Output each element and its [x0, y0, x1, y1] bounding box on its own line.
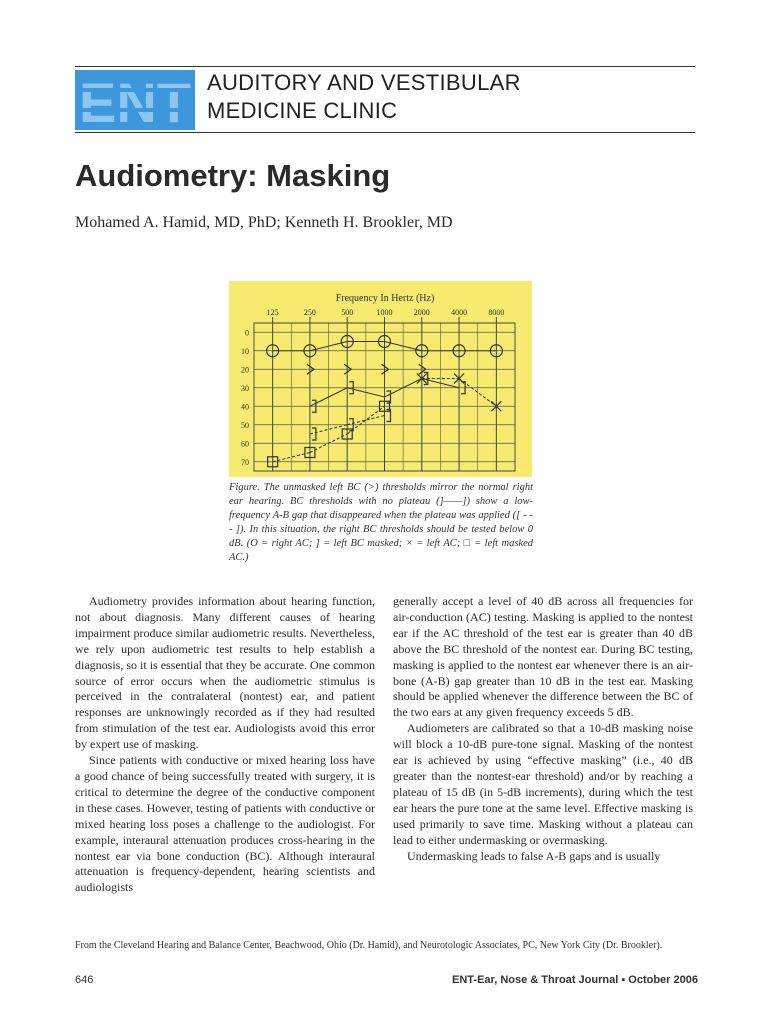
body-column-right: [393, 594, 693, 864]
x-tick-label: 1000: [376, 308, 393, 317]
y-tick-label: 0: [245, 328, 249, 338]
y-tick-label: 60: [241, 439, 249, 449]
y-tick-label: 40: [241, 402, 249, 412]
journal-citation: ENT-Ear, Nose & Throat Journal ▪ October 2006: [452, 974, 698, 986]
body-paragraph: Audiometry provides information about hearing function, not about diagnosis. Many different causes of hearing impairment produce similar audiometric results. Nevertheless, we rely upon audiometric test results to help establish a diagnosis, so it is essential that they be accurate. One common source of error occurs when the audiometric stimulus is perceived in the contralateral (nontest) ear, and patient responses are unknowingly recorded as if they had resulted from stimulation of the test ear. Audiologists avoid this error by expert use of masking.: [75, 594, 375, 752]
figure-caption: [229, 481, 533, 565]
body-paragraph: generally accept a level of 40 dB across all frequencies for air-conduction (AC) testing. Masking is applied to the nontest ear if the AC threshold of the test ear is greater than 40 dB above the BC threshold of the nontest ear. During BC testing, masking is applied to the nontest ear whenever there is an air-bone (A-B) gap greater than 10 dB in the test ear. Masking should be applied whenever the difference between the BC of the two ears at any given frequency exceeds 5 dB.: [393, 594, 693, 720]
y-tick-label: 50: [241, 420, 249, 430]
x-tick-label: 125: [266, 308, 279, 317]
y-tick-label: 20: [241, 365, 249, 375]
page-number: 646: [75, 974, 94, 986]
marker-left-bc-masked: [312, 428, 316, 440]
x-tick-label: 500: [341, 308, 354, 317]
figure-caption-text: Figure. The unmasked left BC (>) thresholds mirror the normal right ear hearing. BC thresholds with no plateau (]——]) show a low-frequency A-B gap that disappeared when the plateau was applied ([ - - - ]). In this situation, the right BC thresholds should be tested below 0 dB. (O = right AC; ] = left BC masked; × = left AC; □ = left masked AC.): [229, 482, 533, 563]
x-tick-label: 8000: [488, 308, 505, 317]
author-line: Mohamed A. Hamid, MD, PhD; Kenneth H. Brookler, MD: [75, 214, 453, 231]
audiogram-chart: [229, 281, 532, 477]
affiliation-footnote: From the Cleveland Hearing and Balance Center, Beachwood, Ohio (Dr. Hamid), and Neurotologic Associates, PC, New York City (Dr. Brookler).: [75, 940, 663, 951]
body-column-left: [75, 594, 375, 896]
clinic-title-line-2: MEDICINE CLINIC: [207, 98, 398, 123]
article-title: Audiometry: Masking: [75, 158, 391, 193]
ent-logo-text: ENT: [79, 71, 191, 130]
y-tick-label: 70: [241, 457, 249, 467]
y-tick-label: 10: [241, 346, 249, 356]
header-rule-bottom: [75, 132, 695, 133]
body-paragraph: Audiometers are calibrated so that a 10-dB masking noise will block a 10-dB pure-tone signal. Masking of the nontest ear is achieved by using “effective masking” (i.e., 40 dB greater than the nontest-ear threshold) and/or by reaching a plateau of 15 dB (in 5-dB increments), during which the test ear hears the pure tone at the same level. Effective masking is used primarily to save time. Masking without a plateau can lead to either undermasking or overmasking.: [393, 721, 693, 847]
x-tick-label: 4000: [451, 308, 468, 317]
header-rule-top: [75, 66, 695, 67]
y-tick-label: 30: [241, 383, 249, 393]
x-tick-label: 2000: [413, 308, 430, 317]
body-paragraph: Since patients with conductive or mixed hearing loss have a good chance of being successfully treated with surgery, it is critical to determine the degree of the conductive component in these cases. However, testing of patients with conductive or mixed hearing loss poses a challenge to the audiologist. For example, interaural attenuation produces cross-hearing in the nontest ear via bone conduction (BC). Although interaural attenuation is frequency-dependent, hearing scientists and audiologists: [75, 753, 375, 895]
chart-title: Frequency In Hertz (Hz): [335, 293, 435, 304]
ent-logo: [75, 70, 195, 130]
audiogram-figure: [229, 281, 532, 477]
body-paragraph: Undermasking leads to false A-B gaps and is usually: [407, 848, 661, 863]
x-tick-label: 250: [303, 308, 316, 317]
clinic-title-line-1: AUDITORY AND VESTIBULAR: [207, 70, 521, 95]
